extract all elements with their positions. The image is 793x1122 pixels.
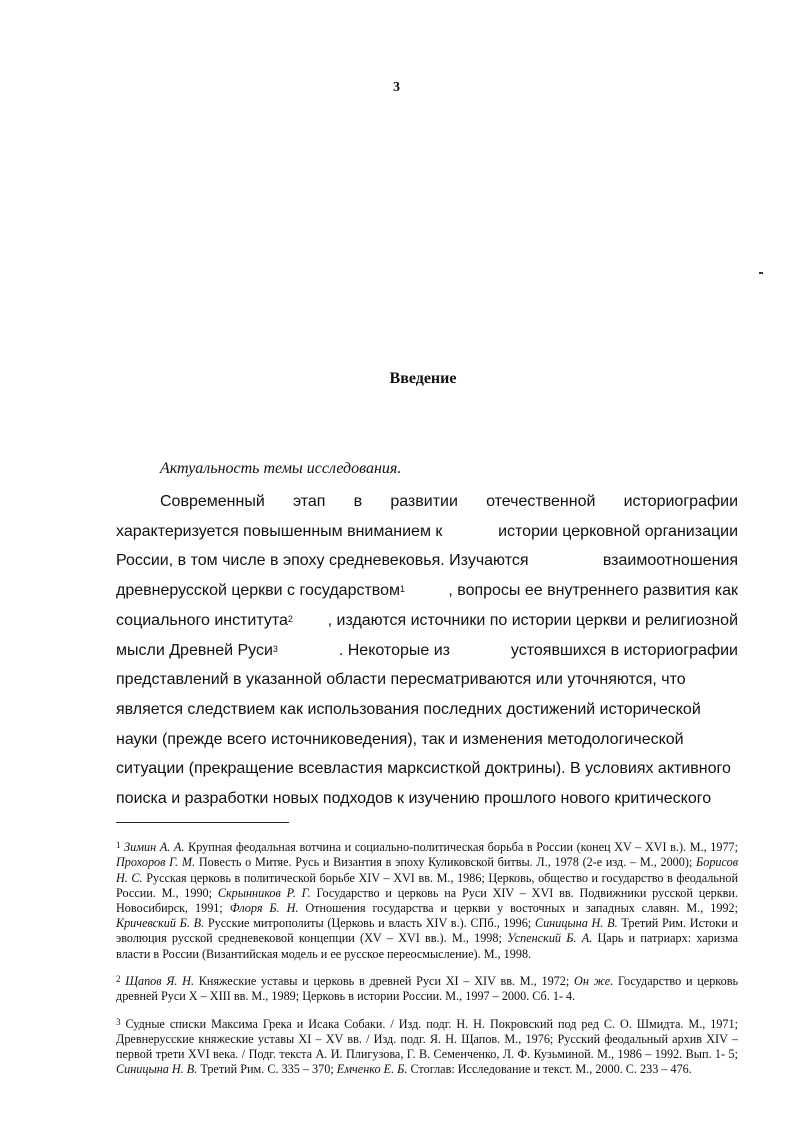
text-run-part: социального института: [116, 611, 288, 629]
text-run: науки (прежде всего источниковедения), так и изменения методологической: [116, 730, 684, 748]
body-line-2: [116, 517, 738, 547]
text-run: представлений в указанной области пересматриваются или уточняются, что: [116, 671, 686, 689]
body-line-6: [116, 636, 738, 666]
footnote-text: Третий Рим. С. 335 – 370;: [197, 1062, 337, 1077]
text-run: [116, 576, 405, 606]
word: историографии: [623, 493, 738, 510]
footnote-author: Скрынников Р. Г.: [217, 885, 311, 900]
footnote-number: 2: [116, 974, 121, 984]
footnote-ref-1: 1: [400, 584, 406, 595]
footnote-author: Он же.: [574, 974, 614, 988]
footnote-text: Стоглав: Исследование и текст. М., 2000. С. 233 – 476.: [407, 1062, 692, 1077]
footnote-author: Синицына Н. В.: [534, 916, 618, 931]
footnote-author: Синицына Н. В.: [116, 1062, 198, 1077]
text-run: [116, 606, 293, 636]
word: развитии: [390, 493, 458, 510]
text-run: [116, 636, 278, 666]
page-number: 3: [393, 80, 400, 95]
footnote-text: Царь и патриарх: харизма власти в России (Византийская модель и ее русское переосмысление). М., 1998.: [116, 931, 738, 961]
footnote-text: Русские митрополиты (Церковь и власть XIV в.). СПб., 1996;: [204, 916, 535, 931]
text-run: устоявшихся в историографии: [510, 641, 738, 659]
body-line-5: [116, 606, 738, 636]
text-run: России, в том числе в эпоху средневековья. Изучаются: [116, 552, 529, 570]
footnote-text: Отношения государства и церкви у восточных и западных славян. М., 1992;: [298, 901, 739, 915]
text-run: , издаются источники по истории церкви и религиозной: [327, 611, 738, 629]
body-line-9: [116, 725, 738, 755]
word: отечественной: [486, 493, 596, 510]
footnote-author: Емченко Е. Б.: [336, 1062, 408, 1077]
footnote-2: [116, 974, 738, 1004]
body-line-8: [116, 695, 738, 725]
footnote-author: Флоря Б. Н.: [229, 901, 299, 915]
body-line-3: [116, 546, 738, 576]
footnote-text: Крупная феодальная вотчина и социально-политическая борьба в России (конец XV – XVI в.). М., 1977;: [184, 840, 739, 855]
footnote-3: [116, 1017, 738, 1078]
footnote-author: Кричевский Б. В.: [116, 916, 205, 931]
footnote-text: Русская церковь в политической борьбе XIV – XVI вв. М., 1986; Церковь, общество и государство в феодальной России. М., 1990;: [116, 870, 738, 900]
footnote-text: Княжеские уставы и церковь в древней Руси XI – XIV вв. М., 1972;: [194, 974, 575, 988]
text-run: поиска и разработки новых подходов к изучению прошлого нового критического: [116, 790, 712, 808]
text-run: , вопросы ее внутреннего развития как: [448, 582, 738, 600]
footnote-number: 1: [116, 840, 121, 851]
section-title: Введение: [389, 370, 457, 387]
footnote-number: 3: [116, 1016, 121, 1027]
footnote-separator: [116, 822, 289, 823]
footnote-ref-3: 3: [272, 643, 278, 654]
footnote-author: Зимин А. А.: [124, 840, 185, 855]
text-run-part: древнерусской церкви с государством: [116, 582, 401, 600]
section-subheading: Актуальность темы исследования.: [160, 460, 402, 477]
footnotes: [116, 828, 738, 1090]
footnote-author: Прохоров Г. М.: [116, 855, 196, 870]
body-line-10: [116, 754, 738, 784]
footnote-author: Щапов Я. Н.: [125, 974, 195, 988]
footnote-ref-2: 2: [287, 613, 293, 624]
footnote-1: [116, 840, 738, 962]
body-line-1: [116, 487, 738, 517]
footnote-text: Третий Рим. Истоки и эволюция русской средневековой концепции (XV – XVI вв.). М., 1998;: [116, 916, 738, 946]
body-line-4: [116, 576, 738, 606]
footnote-text: Государство и церковь на Руси XIV – XVI вв. Подвижники русской церкви. Новосибирск, 1991;: [116, 885, 738, 915]
text-run: ситуации (прекращение всевластия марксисткой доктрины). В условиях активного: [116, 760, 731, 778]
text-run: характеризуется повышенным вниманием к: [116, 522, 443, 540]
word: этап: [292, 493, 326, 510]
scan-mark: [759, 272, 763, 274]
footnote-author: Борисов Н. С.: [116, 855, 738, 885]
body-text: [116, 487, 738, 814]
text-run: является следствием как использования последних достижений исторической: [116, 700, 701, 718]
text-run: взаимоотношения: [602, 552, 738, 570]
word: в: [353, 493, 363, 510]
word: Современный: [160, 493, 265, 510]
text-run-part: мысли Древней Руси: [116, 641, 273, 659]
text-run: истории церковной организации: [498, 522, 738, 540]
footnote-text: Судные списки Максима Грека и Исака Собаки. / Изд. подг. Н. Н. Покровский под ред С. О. Шмидта. М., 1971; Древнерусские княжеские уставы XI – XV вв. / Изд. подг. Я. Н. Щапов. М., 1976; Русский феодальный архив XIV – первой трети XVI века. / Подг. текста А. И. Плигузова, Г. В. Семенченко, Л. Ф. Кузьминой. М., 1986 – 1992. Вып. 1- 5;: [116, 1016, 739, 1061]
text-run: . Некоторые из: [338, 641, 450, 659]
body-line-11: [116, 784, 738, 814]
footnote-author: Успенский Б. А.: [507, 931, 593, 946]
body-line-7: [116, 665, 738, 695]
footnote-text: Повесть о Митяе. Русь и Византия в эпоху Куликовской битвы. Л., 1978 (2-е изд. – М., 2000);: [195, 855, 697, 870]
footnote-text: Государство и церковь древней Руси X – XIII вв. М., 1989; Церковь в истории России. М., 1997 – 2000. Сб. 1- 4.: [116, 974, 739, 1004]
